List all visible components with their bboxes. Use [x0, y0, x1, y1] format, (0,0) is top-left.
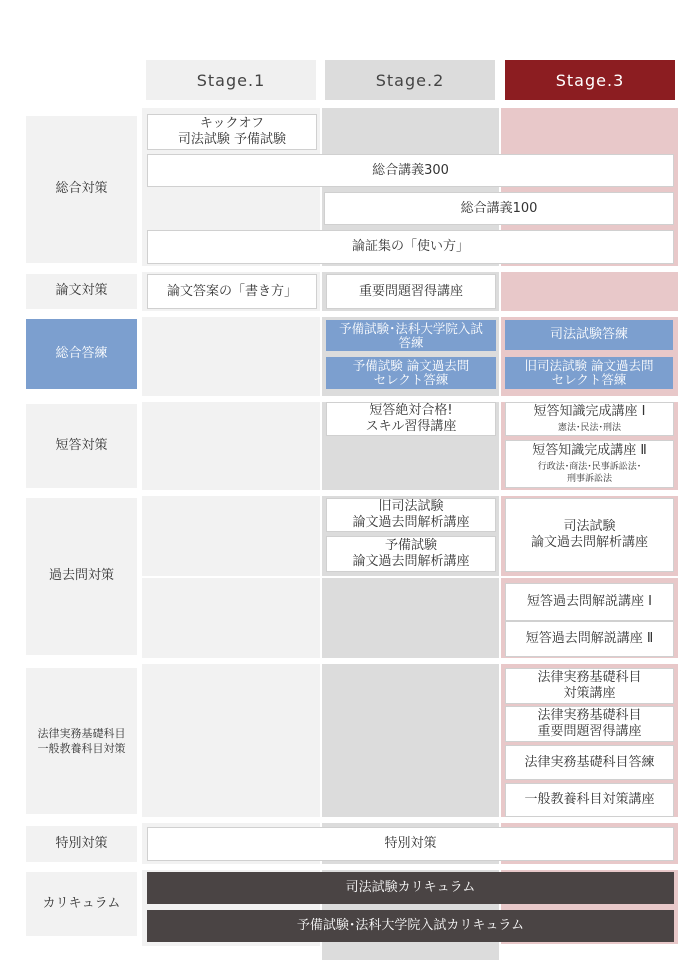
course-yobi-ronbun-select-line1: 予備試験 論文過去問 — [352, 358, 470, 374]
category-tokubetsu-taisaku: 特別対策 — [26, 826, 137, 862]
course-homu-juyo-line2: 重要問題習得講座 — [537, 724, 642, 739]
section-separator — [142, 658, 678, 664]
course-homu-toren[interactable]: 法律実務基礎科目答練 — [505, 745, 674, 780]
category-sogo-taisaku: 総合対策 — [26, 116, 137, 263]
section-separator — [142, 311, 678, 317]
course-yobi-kaiseki-line2: 論文過去問解析講座 — [352, 554, 470, 569]
section-separator — [142, 490, 678, 496]
course-tanto-chishiki-1-sub: 憲法･民法･刑法 — [557, 422, 621, 433]
category-homu-ippan — [26, 668, 137, 814]
section-separator — [142, 576, 678, 578]
course-tanto-chishiki-2-sub-line2: 刑事訴訟法 — [566, 473, 612, 484]
course-yobi-ronbun-select[interactable] — [326, 357, 496, 389]
course-ronbun-kakikata[interactable]: 論文答案の「書き方」 — [147, 274, 317, 309]
course-tanto-kakomon-2[interactable]: 短答過去問解説講座 Ⅱ — [505, 621, 674, 657]
course-shiho-kaiseki-line2: 論文過去問解析講座 — [530, 535, 648, 550]
course-juyo-mondai[interactable]: 重要問題習得講座 — [326, 274, 496, 309]
course-kyu-shiho-kaiseki-line2: 論文過去問解析講座 — [352, 515, 470, 530]
course-homu-taisaku-line1: 法律実務基礎科目 — [537, 670, 642, 686]
course-tanto-chishiki-2[interactable] — [505, 440, 674, 488]
stage3-header: Stage.3 — [505, 60, 675, 100]
course-kickoff[interactable] — [147, 114, 317, 150]
course-tanto-zettai-line1: 短答絶対合格! — [369, 403, 453, 419]
course-kyu-shiho-kaiseki[interactable] — [326, 498, 496, 532]
course-yobi-curriculum[interactable]: 予備試験･法科大学院入試カリキュラム — [147, 910, 674, 942]
category-homu-line2: 一般教養科目対策 — [37, 742, 126, 755]
course-kyu-shiho-select-line2: セレクト答練 — [551, 372, 627, 387]
course-tanto-chishiki-2-sub-line1: 行政法･商法･民事訴訟法･ — [537, 461, 642, 472]
category-tanto-taisaku: 短答対策 — [26, 404, 137, 488]
course-sogo-kogi-300[interactable]: 総合講義300 — [147, 154, 674, 187]
course-homu-taisaku-line2: 対策講座 — [563, 686, 616, 701]
course-shiho-toren[interactable]: 司法試験答練 — [505, 320, 673, 350]
course-shiho-kaiseki[interactable] — [505, 498, 674, 572]
course-sogo-kogi-100[interactable]: 総合講義100 — [324, 192, 674, 225]
course-shiho-curriculum[interactable]: 司法試験カリキュラム — [147, 872, 674, 904]
section-separator — [142, 266, 678, 272]
course-tanto-kakomon-1[interactable]: 短答過去問解説講座 Ⅰ — [505, 583, 674, 621]
course-yobi-kaiseki[interactable] — [326, 536, 496, 572]
course-tanto-chishiki-1[interactable] — [505, 402, 674, 436]
course-kyu-shiho-kaiseki-line1: 旧司法試験 — [378, 499, 444, 515]
course-ronsho-tsukaikata[interactable]: 論証集の「使い方」 — [147, 230, 674, 264]
category-kakomon-taisaku: 過去問対策 — [26, 498, 137, 655]
course-tanto-zettai[interactable] — [326, 402, 496, 436]
course-kickoff-line2: 司法試験 予備試験 — [177, 132, 287, 147]
section-separator — [142, 864, 678, 870]
section-separator — [142, 817, 678, 823]
course-ippan-kyoyo[interactable]: 一般教養科目対策講座 — [505, 783, 674, 817]
course-kickoff-line1: キックオフ — [199, 116, 265, 132]
category-sogo-toren[interactable]: 総合答練 — [26, 319, 137, 389]
course-homu-juyo[interactable] — [505, 706, 674, 742]
course-yobi-hoka-toren[interactable] — [326, 320, 496, 351]
category-ronbun-taisaku: 論文対策 — [26, 274, 137, 309]
course-tanto-zettai-line2: スキル習得講座 — [365, 419, 457, 434]
course-homu-taisaku[interactable] — [505, 668, 674, 704]
course-tokubetsu-taisaku[interactable]: 特別対策 — [147, 827, 674, 861]
course-tanto-chishiki-2-title: 短答知識完成講座 Ⅱ — [532, 443, 647, 459]
stage2-header: Stage.2 — [325, 60, 495, 100]
course-kyu-shiho-select-line1: 旧司法試験 論文過去問 — [524, 358, 654, 374]
course-kyu-shiho-select[interactable] — [505, 357, 673, 389]
course-yobi-hoka-toren-line1: 予備試験･法科大学院入試 — [339, 320, 483, 336]
course-homu-juyo-line1: 法律実務基礎科目 — [537, 708, 642, 724]
category-curriculum: カリキュラム — [26, 872, 137, 936]
course-tanto-chishiki-1-title: 短答知識完成講座 Ⅰ — [533, 404, 646, 420]
stage1-header: Stage.1 — [146, 60, 316, 100]
course-yobi-kaiseki-line1: 予備試験 — [384, 538, 437, 554]
course-shiho-kaiseki-line1: 司法試験 — [563, 519, 616, 535]
course-yobi-hoka-toren-line2: 答練 — [398, 334, 424, 350]
course-yobi-ronbun-select-line2: セレクト答練 — [373, 372, 449, 387]
category-homu-line1: 法律実務基礎科目 — [37, 726, 126, 740]
